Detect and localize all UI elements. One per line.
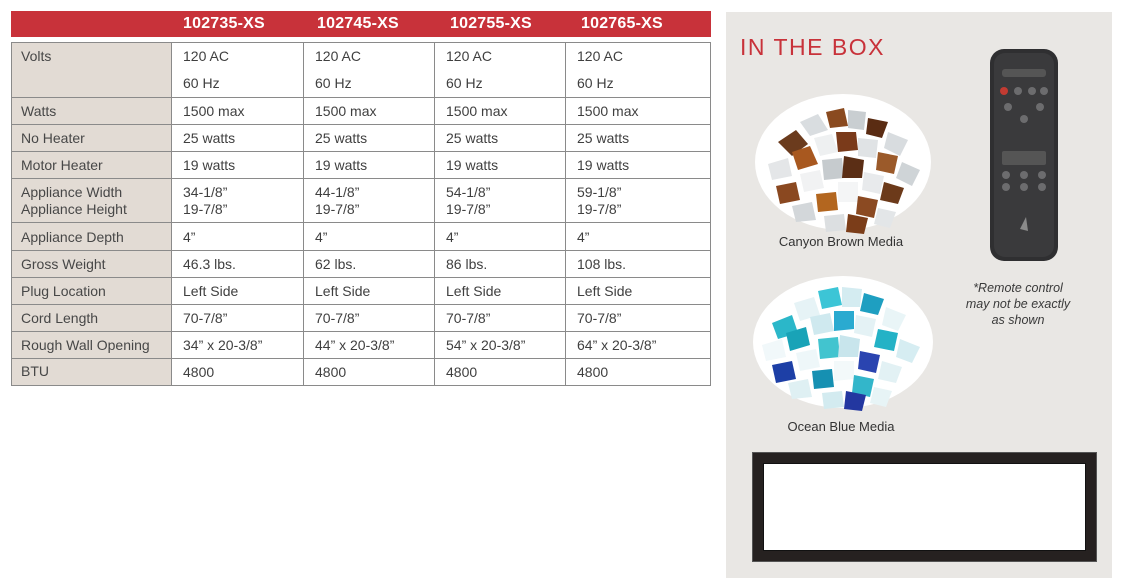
in-the-box-title: IN THE BOX	[740, 34, 885, 60]
spec-cell: Left Side	[566, 278, 711, 305]
spec-cell: 4”	[566, 223, 711, 251]
row-label: Gross Weight	[12, 251, 172, 278]
trim-frame-opening	[763, 463, 1086, 551]
row-label: Appliance Depth	[12, 223, 172, 251]
spec-row-plug-location	[12, 278, 711, 305]
spec-row-volts	[12, 43, 711, 98]
spec-cell: 1500 max	[304, 98, 435, 125]
spec-cell: 25 watts	[566, 125, 711, 152]
row-label: BTU	[12, 359, 172, 386]
row-label: Motor Heater	[12, 152, 172, 179]
spec-cell: 25 watts	[435, 125, 566, 152]
spec-cell: 54” x 20-3/8”	[435, 332, 566, 359]
ocean-blue-media-label: Ocean Blue Media	[787, 419, 895, 434]
spec-row-rough-wall-opening	[12, 332, 711, 359]
spec-cell: 25 watts	[304, 125, 435, 152]
spec-cell: 70-7/8”	[304, 305, 435, 332]
spec-cell: 120 AC 60 Hz	[435, 43, 566, 98]
spec-cell: 34-1/8” 19-7/8”	[172, 179, 304, 223]
spec-cell: 19 watts	[172, 152, 304, 179]
spec-cell: 70-7/8”	[566, 305, 711, 332]
spec-cell: 120 AC 60 Hz	[304, 43, 435, 98]
spec-cell: 54-1/8” 19-7/8”	[435, 179, 566, 223]
spec-cell: 25 watts	[172, 125, 304, 152]
row-label: Watts	[12, 98, 172, 125]
remote-control-image	[988, 47, 1060, 263]
spec-cell: 4”	[435, 223, 566, 251]
spec-row-watts	[12, 98, 711, 125]
ocean-blue-media-image	[748, 267, 938, 417]
spec-cell: 108 lbs.	[566, 251, 711, 278]
model-header-1: 102735-XS	[183, 15, 265, 32]
spec-cell: Left Side	[304, 278, 435, 305]
row-label: Volts	[12, 43, 172, 98]
spec-cell: 64” x 20-3/8”	[566, 332, 711, 359]
spec-cell: 34” x 20-3/8”	[172, 332, 304, 359]
spec-cell: 4800	[172, 359, 304, 386]
spec-cell: Left Side	[435, 278, 566, 305]
row-label: Appliance Width Appliance Height	[12, 179, 172, 223]
model-header-3: 102755-XS	[450, 15, 532, 32]
spec-cell: 120 AC 60 Hz	[566, 43, 711, 98]
spec-cell: 59-1/8” 19-7/8”	[566, 179, 711, 223]
spec-cell: 70-7/8”	[435, 305, 566, 332]
spec-cell: 4800	[566, 359, 711, 386]
spec-cell: 4”	[304, 223, 435, 251]
model-header-bar	[11, 11, 711, 37]
remote-control-note: *Remote control may not be exactly as shown	[965, 281, 1071, 327]
spec-cell: 120 AC 60 Hz	[172, 43, 304, 98]
spec-cell: 19 watts	[566, 152, 711, 179]
model-header-2: 102745-XS	[317, 15, 399, 32]
spec-cell: 19 watts	[304, 152, 435, 179]
spec-cell: 44-1/8” 19-7/8”	[304, 179, 435, 223]
spec-cell: 1500 max	[172, 98, 304, 125]
spec-cell: 70-7/8”	[172, 305, 304, 332]
spec-row-depth	[12, 223, 711, 251]
in-the-box-panel	[726, 12, 1112, 578]
spec-row-btu	[12, 359, 711, 386]
row-label: Rough Wall Opening	[12, 332, 172, 359]
row-label: Cord Length	[12, 305, 172, 332]
row-label: Plug Location	[12, 278, 172, 305]
spec-row-gross-weight	[12, 251, 711, 278]
spec-cell: 62 lbs.	[304, 251, 435, 278]
spec-row-cord-length	[12, 305, 711, 332]
spec-cell: 46.3 lbs.	[172, 251, 304, 278]
spec-cell: 19 watts	[435, 152, 566, 179]
spec-cell: Left Side	[172, 278, 304, 305]
spec-table	[11, 42, 711, 386]
canyon-brown-media-label: Canyon Brown Media	[778, 234, 904, 249]
spec-cell: 86 lbs.	[435, 251, 566, 278]
model-header-4: 102765-XS	[581, 15, 663, 32]
spec-cell: 44” x 20-3/8”	[304, 332, 435, 359]
spec-row-motor-heater	[12, 152, 711, 179]
canyon-brown-media-image	[748, 82, 938, 242]
spec-cell: 4”	[172, 223, 304, 251]
row-label: No Heater	[12, 125, 172, 152]
trim-frame-image	[752, 452, 1097, 562]
spec-row-no-heater	[12, 125, 711, 152]
spec-row-width-height	[12, 179, 711, 223]
spec-cell: 1500 max	[566, 98, 711, 125]
spec-cell: 4800	[304, 359, 435, 386]
spec-cell: 4800	[435, 359, 566, 386]
spec-cell: 1500 max	[435, 98, 566, 125]
